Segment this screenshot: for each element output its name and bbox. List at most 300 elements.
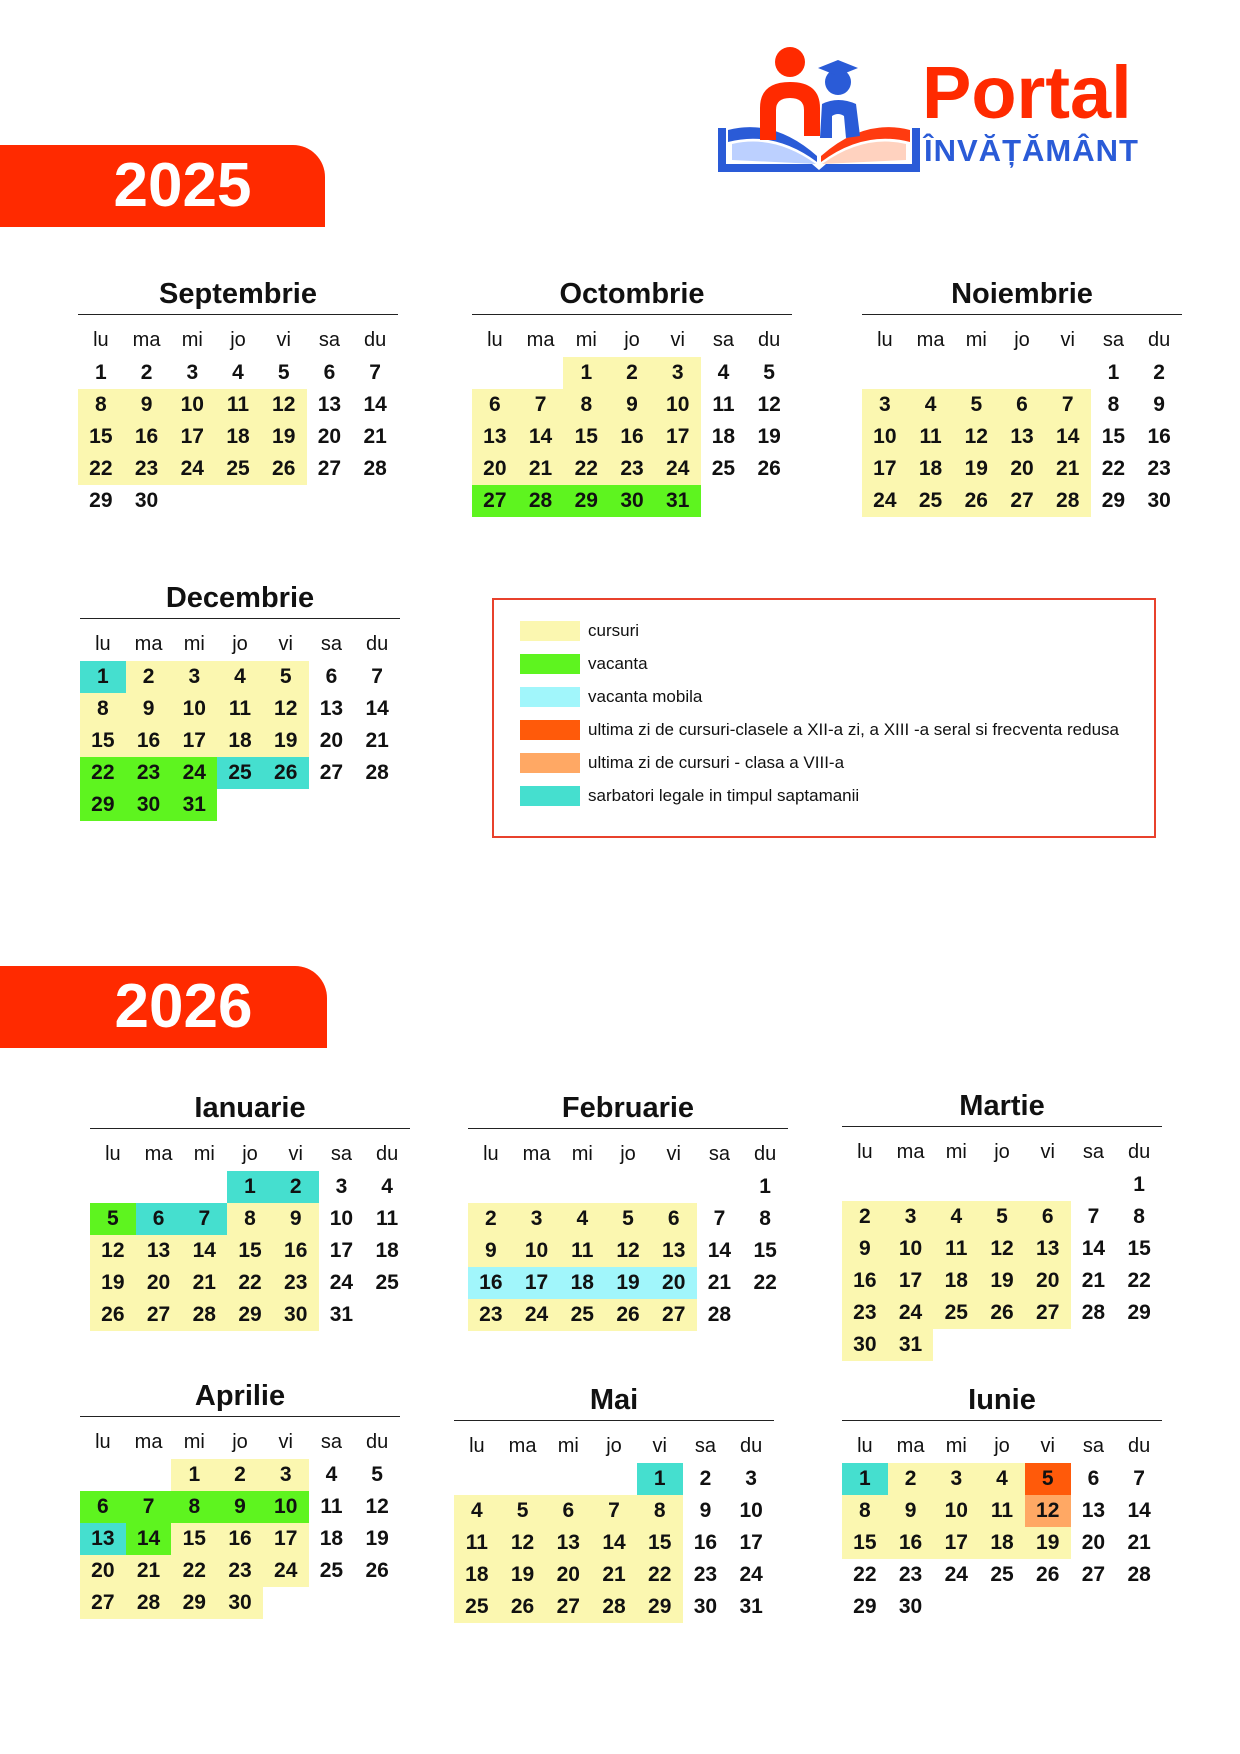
day-cell: 29	[563, 485, 609, 517]
day-cell: 21	[591, 1559, 637, 1591]
day-cell: 25	[990, 1563, 1014, 1586]
day-grid	[468, 1137, 788, 1331]
month-divider	[80, 1416, 400, 1417]
day-cell: 12	[263, 693, 309, 725]
empty-cell	[697, 1171, 743, 1203]
day-cell: 12	[757, 393, 781, 416]
day-cell: 14	[181, 1235, 227, 1267]
day-cell: 10	[933, 1495, 979, 1527]
day-cell: 7	[518, 389, 564, 421]
day-cell: 13	[317, 393, 342, 416]
day-cell: 1	[171, 1459, 217, 1491]
weekday-label: lu	[95, 1431, 111, 1453]
weekday-label: du	[740, 1435, 763, 1457]
day-cell: 28	[363, 457, 387, 480]
day-cell: 1	[1133, 1173, 1145, 1196]
weekday-label: vi	[1040, 1435, 1055, 1457]
logo-subtitle: ÎNVĂȚĂMÂNT	[924, 133, 1139, 168]
day-cell: 29	[171, 1587, 217, 1619]
legend-label: ultima zi de cursuri - clasa a VIII-a	[588, 753, 845, 772]
weekday-label: sa	[320, 1431, 342, 1453]
day-cell: 22	[1101, 457, 1126, 480]
day-cell: 21	[518, 453, 564, 485]
day-cell: 5	[1025, 1463, 1071, 1495]
empty-cell	[1071, 1169, 1117, 1201]
day-cell: 7	[591, 1495, 637, 1527]
day-cell: 5	[763, 361, 775, 384]
weekday-label: lu	[469, 1435, 485, 1457]
weekday-label: lu	[105, 1143, 121, 1165]
day-cell: 8	[842, 1495, 888, 1527]
day-cell: 16	[468, 1267, 514, 1299]
day-cell: 18	[319, 1527, 344, 1550]
day-cell: 16	[842, 1265, 888, 1297]
day-cell: 6	[325, 665, 338, 688]
empty-cell	[500, 1463, 546, 1495]
day-cell: 12	[365, 1495, 389, 1518]
weekday-label: sa	[330, 1143, 352, 1165]
day-cell: 27	[136, 1299, 182, 1331]
day-cell: 22	[753, 1271, 777, 1294]
empty-cell	[468, 1171, 514, 1203]
weekday-label: du	[376, 1143, 399, 1165]
day-cell: 25	[711, 457, 736, 480]
month-divider	[842, 1420, 1162, 1421]
day-cell: 12	[605, 1235, 651, 1267]
weekday-label: du	[1128, 1435, 1151, 1457]
empty-cell	[126, 1459, 172, 1491]
day-cell: 12	[979, 1233, 1025, 1265]
day-cell: 22	[563, 453, 609, 485]
day-cell: 29	[637, 1591, 683, 1623]
day-cell: 5	[263, 661, 309, 693]
day-cell: 23	[609, 453, 655, 485]
day-cell: 17	[263, 1523, 309, 1555]
day-cell: 27	[999, 485, 1045, 517]
day-cell: 27	[319, 761, 344, 784]
weekday-label: jo	[242, 1143, 258, 1165]
day-cell: 20	[545, 1559, 591, 1591]
day-cell: 4	[717, 361, 730, 384]
month-title: Noiembrie	[951, 278, 1093, 310]
day-cell: 9	[888, 1495, 934, 1527]
day-cell: 17	[862, 453, 908, 485]
day-cell: 1	[227, 1171, 273, 1203]
logo-title: Portal	[922, 51, 1132, 134]
day-cell: 2	[888, 1463, 934, 1495]
day-cell: 2	[468, 1203, 514, 1235]
day-cell: 6	[1087, 1467, 1100, 1490]
month-march	[842, 1088, 1162, 1361]
day-cell: 3	[263, 1459, 309, 1491]
empty-cell	[933, 1169, 979, 1201]
day-cell: 21	[707, 1271, 732, 1294]
day-cell: 25	[217, 757, 263, 789]
day-cell: 3	[888, 1201, 934, 1233]
day-cell: 1	[1107, 361, 1120, 384]
day-cell: 23	[217, 1555, 263, 1587]
weekday-label: sa	[1102, 329, 1124, 351]
day-cell: 2	[140, 361, 153, 384]
month-divider	[862, 314, 1182, 315]
day-cell: 22	[1127, 1269, 1151, 1292]
day-cell: 5	[605, 1203, 651, 1235]
day-cell: 25	[559, 1299, 605, 1331]
day-cell: 11	[376, 1207, 399, 1230]
day-grid	[842, 1135, 1162, 1361]
day-cell: 26	[605, 1299, 651, 1331]
day-cell: 10	[888, 1233, 934, 1265]
day-cell: 23	[898, 1563, 923, 1586]
day-cell: 19	[757, 425, 781, 448]
weekday-label: jo	[1014, 329, 1030, 351]
day-cell: 13	[651, 1235, 697, 1267]
day-grid	[842, 1429, 1162, 1623]
empty-cell	[181, 1171, 227, 1203]
empty-cell	[999, 357, 1045, 389]
day-cell: 28	[126, 1587, 172, 1619]
day-cell: 26	[261, 453, 307, 485]
empty-cell	[1025, 1169, 1071, 1201]
day-cell: 20	[1025, 1265, 1071, 1297]
legend-swatch	[520, 687, 580, 707]
year-banner-2025	[0, 145, 325, 227]
day-cell: 15	[171, 1523, 217, 1555]
month-divider	[454, 1420, 774, 1421]
day-cell: 31	[171, 789, 217, 821]
day-cell: 11	[454, 1527, 500, 1559]
day-cell: 27	[80, 1587, 126, 1619]
day-cell: 6	[80, 1491, 126, 1523]
weekday-label: lu	[483, 1143, 499, 1165]
day-cell: 18	[375, 1239, 399, 1262]
day-cell: 14	[707, 1239, 732, 1262]
day-cell: 26	[757, 457, 781, 480]
weekday-label: jo	[624, 329, 640, 351]
month-february	[468, 1090, 788, 1331]
day-cell: 1	[842, 1463, 888, 1495]
month-divider	[468, 1128, 788, 1129]
day-grid	[862, 323, 1182, 517]
weekday-label: jo	[232, 1431, 248, 1453]
day-cell: 17	[739, 1531, 763, 1554]
weekday-label: sa	[320, 633, 342, 655]
day-cell: 19	[979, 1265, 1025, 1297]
month-title: Aprilie	[194, 1380, 286, 1412]
day-cell: 16	[609, 421, 655, 453]
month-title: Octombrie	[559, 278, 705, 310]
day-cell: 11	[215, 389, 261, 421]
month-title: Decembrie	[165, 582, 315, 614]
day-cell: 9	[217, 1491, 263, 1523]
day-cell: 22	[227, 1267, 273, 1299]
day-cell: 17	[169, 421, 215, 453]
day-cell: 17	[655, 421, 701, 453]
day-cell: 10	[655, 389, 701, 421]
empty-cell	[651, 1171, 697, 1203]
day-cell: 19	[261, 421, 307, 453]
day-cell: 29	[1101, 489, 1126, 512]
day-cell: 12	[1025, 1495, 1071, 1527]
day-cell: 28	[1081, 1301, 1106, 1324]
weekday-label: ma	[526, 329, 555, 351]
month-november	[862, 276, 1182, 517]
day-cell: 8	[80, 693, 126, 725]
day-cell: 17	[514, 1267, 560, 1299]
day-cell: 31	[329, 1303, 354, 1326]
day-cell: 1	[637, 1463, 683, 1495]
book-people-icon	[714, 46, 924, 176]
day-cell: 30	[134, 489, 159, 512]
day-cell: 8	[637, 1495, 683, 1527]
day-cell: 14	[126, 1523, 172, 1555]
weekday-label: du	[1128, 1141, 1151, 1163]
empty-cell	[908, 357, 954, 389]
weekday-label: vi	[652, 1435, 667, 1457]
day-cell: 6	[1025, 1201, 1071, 1233]
day-cell: 1	[95, 361, 107, 384]
month-title: Ianuarie	[194, 1092, 306, 1124]
month-title: Iunie	[968, 1384, 1036, 1416]
day-cell: 26	[500, 1591, 546, 1623]
day-cell: 16	[124, 421, 170, 453]
day-cell: 14	[518, 421, 564, 453]
day-cell: 1	[759, 1175, 771, 1198]
day-cell: 24	[888, 1297, 934, 1329]
legend-label: ultima zi de cursuri-clasele a XII-a zi, a XIII -a seral si frecventa redusa	[588, 720, 1119, 739]
legend-swatch	[520, 786, 580, 806]
day-cell: 26	[953, 485, 999, 517]
day-cell: 6	[545, 1495, 591, 1527]
day-cell: 24	[944, 1563, 968, 1586]
day-cell: 13	[1081, 1499, 1106, 1522]
legend-label: cursuri	[588, 621, 640, 640]
day-cell: 28	[1127, 1563, 1151, 1586]
legend-item-ultima8	[520, 752, 844, 774]
day-cell: 4	[325, 1463, 338, 1486]
month-divider	[90, 1128, 410, 1129]
day-cell: 30	[1147, 489, 1171, 512]
day-cell: 24	[329, 1271, 354, 1294]
day-cell: 21	[181, 1267, 227, 1299]
day-cell: 30	[898, 1595, 923, 1618]
day-cell: 15	[842, 1527, 888, 1559]
day-cell: 14	[365, 697, 389, 720]
empty-cell	[1045, 357, 1091, 389]
day-cell: 21	[1045, 453, 1091, 485]
weekday-label: vi	[276, 329, 291, 351]
day-cell: 19	[605, 1267, 651, 1299]
weekday-label: sa	[1082, 1435, 1104, 1457]
weekday-label: mi	[183, 633, 205, 655]
day-cell: 5	[371, 1463, 383, 1486]
weekday-label: sa	[1082, 1141, 1104, 1163]
day-cell: 15	[1127, 1237, 1151, 1260]
day-grid	[80, 1425, 400, 1619]
day-cell: 12	[953, 421, 999, 453]
empty-cell	[472, 357, 518, 389]
legend-item-vacanta	[520, 653, 648, 675]
day-cell: 4	[217, 661, 263, 693]
day-cell: 9	[699, 1499, 712, 1522]
month-divider	[80, 618, 400, 619]
day-cell: 11	[217, 693, 263, 725]
day-cell: 30	[126, 789, 172, 821]
day-cell: 7	[181, 1203, 227, 1235]
day-cell: 30	[273, 1299, 319, 1331]
day-cell: 9	[609, 389, 655, 421]
day-cell: 15	[227, 1235, 273, 1267]
day-cell: 5	[500, 1495, 546, 1527]
day-cell: 21	[1081, 1269, 1106, 1292]
weekday-label: vi	[666, 1143, 681, 1165]
legend-label: vacanta	[588, 654, 648, 673]
day-cell: 19	[90, 1267, 136, 1299]
weekday-label: mi	[571, 1143, 593, 1165]
weekday-label: sa	[694, 1435, 716, 1457]
weekday-label: mi	[965, 329, 987, 351]
day-cell: 20	[80, 1555, 126, 1587]
day-cell: 19	[365, 1527, 389, 1550]
day-cell: 4	[454, 1495, 500, 1527]
day-cell: 14	[1045, 421, 1091, 453]
day-cell: 20	[651, 1267, 697, 1299]
weekday-label: mi	[193, 1143, 215, 1165]
empty-cell	[454, 1463, 500, 1495]
day-cell: 30	[842, 1329, 888, 1361]
month-june	[842, 1382, 1162, 1623]
weekday-label: vi	[1040, 1141, 1055, 1163]
day-cell: 25	[908, 485, 954, 517]
weekday-label: sa	[712, 329, 734, 351]
day-cell: 15	[1101, 425, 1126, 448]
day-grid	[472, 323, 792, 517]
day-cell: 26	[979, 1297, 1025, 1329]
day-cell: 8	[1133, 1205, 1145, 1228]
day-cell: 10	[862, 421, 908, 453]
day-cell: 31	[655, 485, 701, 517]
day-cell: 5	[277, 361, 290, 384]
month-title: Mai	[589, 1384, 639, 1416]
day-cell: 3	[745, 1467, 757, 1490]
day-cell: 4	[908, 389, 954, 421]
day-cell: 7	[126, 1491, 172, 1523]
day-cell: 28	[591, 1591, 637, 1623]
day-cell: 27	[1081, 1563, 1106, 1586]
day-cell: 28	[707, 1303, 732, 1326]
day-cell: 16	[273, 1235, 319, 1267]
day-cell: 13	[999, 421, 1045, 453]
legend-label: sarbatori legale in timpul saptamanii	[588, 786, 860, 805]
weekday-label: ma	[916, 329, 945, 351]
empty-cell	[862, 357, 908, 389]
day-cell: 6	[136, 1203, 182, 1235]
day-cell: 20	[999, 453, 1045, 485]
day-cell: 14	[1081, 1237, 1106, 1260]
day-cell: 22	[637, 1559, 683, 1591]
day-cell: 2	[609, 357, 655, 389]
day-grid	[80, 627, 400, 821]
day-cell: 9	[126, 693, 172, 725]
legend-swatch	[520, 720, 580, 740]
day-cell: 9	[842, 1233, 888, 1265]
day-cell: 4	[232, 361, 244, 384]
day-cell: 3	[171, 661, 217, 693]
day-cell: 3	[514, 1203, 560, 1235]
day-cell: 26	[365, 1559, 389, 1582]
weekday-label: lu	[857, 1435, 873, 1457]
weekday-label: sa	[318, 329, 340, 351]
empty-cell	[90, 1171, 136, 1203]
day-cell: 8	[227, 1203, 273, 1235]
day-cell: 29	[80, 789, 126, 821]
weekday-label: du	[364, 329, 387, 351]
day-cell: 9	[124, 389, 170, 421]
weekday-label: jo	[994, 1435, 1010, 1457]
legend-swatch	[520, 654, 580, 674]
day-cell: 24	[862, 485, 908, 517]
day-cell: 23	[1147, 457, 1171, 480]
empty-cell	[559, 1171, 605, 1203]
day-cell: 19	[500, 1559, 546, 1591]
weekday-label: vi	[278, 633, 293, 655]
empty-cell	[888, 1169, 934, 1201]
day-cell: 19	[953, 453, 999, 485]
day-cell: 26	[263, 757, 309, 789]
legend-swatch	[520, 621, 580, 641]
day-cell: 18	[933, 1265, 979, 1297]
day-cell: 20	[472, 453, 518, 485]
weekday-label: vi	[288, 1143, 303, 1165]
day-cell: 18	[979, 1527, 1025, 1559]
month-january	[90, 1090, 410, 1331]
legend-box	[492, 598, 1156, 838]
day-cell: 26	[1036, 1563, 1060, 1586]
year-label: 2025	[113, 151, 252, 220]
month-september	[78, 276, 398, 517]
day-cell: 21	[363, 425, 387, 448]
day-cell: 25	[319, 1559, 344, 1582]
day-cell: 17	[171, 725, 217, 757]
weekday-label: jo	[994, 1141, 1010, 1163]
month-october	[472, 276, 792, 517]
day-cell: 23	[273, 1267, 319, 1299]
day-cell: 2	[842, 1201, 888, 1233]
day-cell: 23	[842, 1297, 888, 1329]
day-cell: 20	[1081, 1531, 1106, 1554]
day-cell: 4	[933, 1201, 979, 1233]
weekday-label: sa	[708, 1143, 730, 1165]
day-cell: 9	[1153, 393, 1165, 416]
day-cell: 2	[1153, 361, 1165, 384]
day-cell: 9	[468, 1235, 514, 1267]
day-cell: 18	[559, 1267, 605, 1299]
day-cell: 21	[126, 1555, 172, 1587]
day-cell: 5	[979, 1201, 1025, 1233]
day-cell: 8	[563, 389, 609, 421]
day-cell: 29	[853, 1595, 877, 1618]
day-cell: 7	[1133, 1467, 1145, 1490]
day-cell: 28	[1045, 485, 1091, 517]
day-cell: 10	[329, 1207, 354, 1230]
legend-item-sarbatori	[520, 785, 859, 807]
day-cell: 10	[739, 1499, 763, 1522]
day-cell: 24	[514, 1299, 560, 1331]
day-cell: 22	[80, 757, 126, 789]
weekday-label: vi	[670, 329, 685, 351]
day-cell: 2	[273, 1171, 319, 1203]
day-cell: 9	[273, 1203, 319, 1235]
